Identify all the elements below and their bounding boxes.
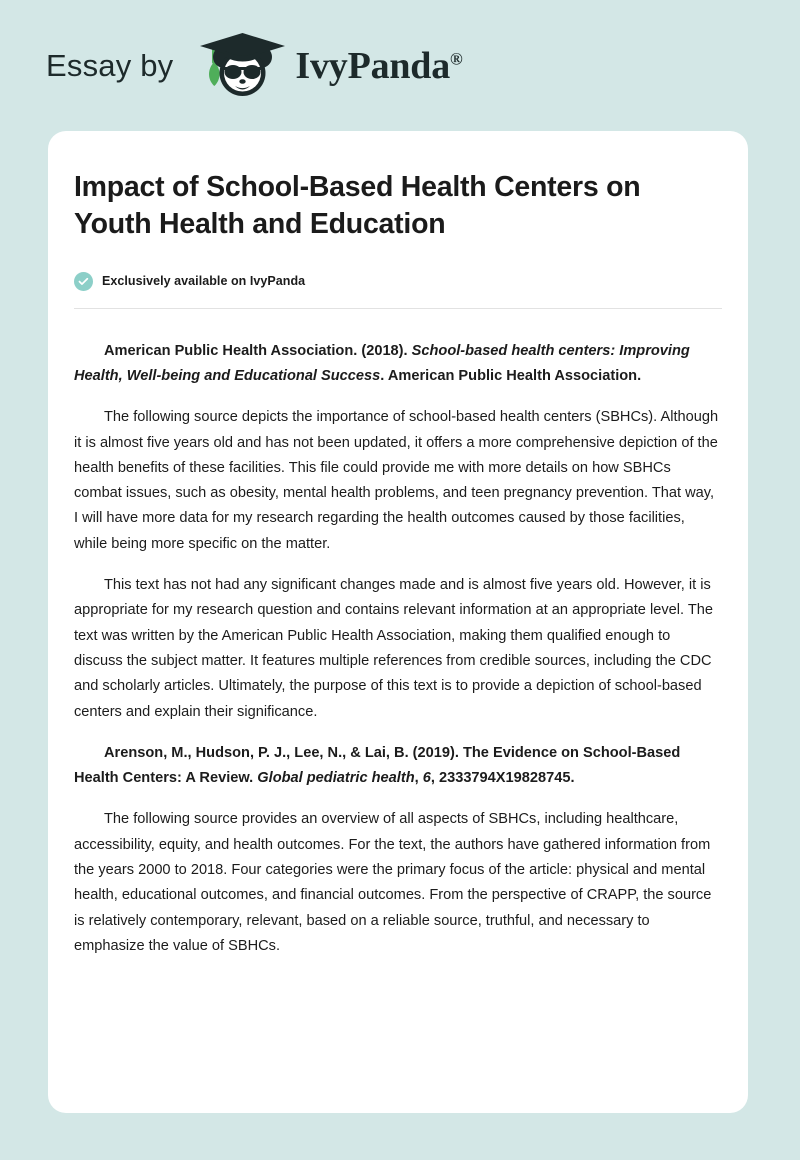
brand-name-text: IvyPanda (295, 44, 451, 87)
reference-run: , (414, 770, 423, 787)
brand-header (0, 0, 800, 131)
reference-run: American Public Health Association. (2018). (104, 342, 412, 359)
reference-run: Arenson, M., Hudson, P. J., Lee, N., & Lai, B. (2019). The Evidence on School-Based Health Centers: A Review. (74, 744, 681, 787)
header-divider (74, 308, 722, 309)
reference-run: . American Public Health Association. (380, 367, 642, 384)
essay-body (74, 323, 722, 960)
reference-paragraph (74, 725, 722, 792)
registered-mark: ® (450, 48, 463, 68)
exclusive-label: Exclusively available on IvyPanda (102, 274, 306, 289)
reference-run: 6 (422, 770, 431, 787)
page-title: Impact of School-Based Health Centers on Youth Health and Education (74, 171, 641, 241)
panda-graduate-icon (191, 31, 287, 101)
body-paragraph: This text has not had any significant changes made and is almost five years old. However, it is appropriate for my research question and contains relevant information at an appropriate level. The text was written by the American Public Health Association, making them qualified enough to discuss the subject matter. It features multiple references from credible sources, including the CDC and scholarly articles. Ultimately, the purpose of this text is to provide a depiction of school-based centers and explain their significance. (74, 577, 713, 720)
ivypanda-logo[interactable] (191, 31, 462, 101)
reference-paragraph (74, 323, 722, 390)
reference-run: Global pediatric health (257, 770, 415, 787)
brand-name-label (295, 44, 463, 87)
reference-run: , 2333794X19828745. (430, 770, 575, 787)
check-circle-icon (74, 272, 93, 291)
essay-card (48, 131, 748, 1113)
essay-by-label: Essay by (46, 48, 174, 83)
body-paragraph: The following source provides an overview of all aspects of SBHCs, including healthcare, accessibility, equity, and health outcomes. For the text, the authors have gathered information from the years 2000 to 2018. Four categories were the primary focus of the article: physical and mental health, educational outcomes, and financial outcomes. From the perspective of CRAPP, the source is relatively contemporary, relevant, based on a reliable source, truthful, and necessary to emphasize the value of SBHCs. (74, 811, 712, 954)
reference-run: School-based health centers: Improving Health, Well-being and Educational Success (74, 342, 690, 384)
exclusive-badge (74, 272, 722, 291)
body-paragraph: The following source depicts the importance of school-based health centers (SBHCs). Although it is almost five years old and has not been updated, it offers a more comprehensive depiction of the health benefits of these facilities. This file could provide me with more details on how SBHCs combat issues, such as obesity, mental health problems, and teen pregnancy prevention. That way, I will have more data for my research regarding the health outcomes caused by those facilities, while being more specific on the matter. (74, 409, 719, 552)
